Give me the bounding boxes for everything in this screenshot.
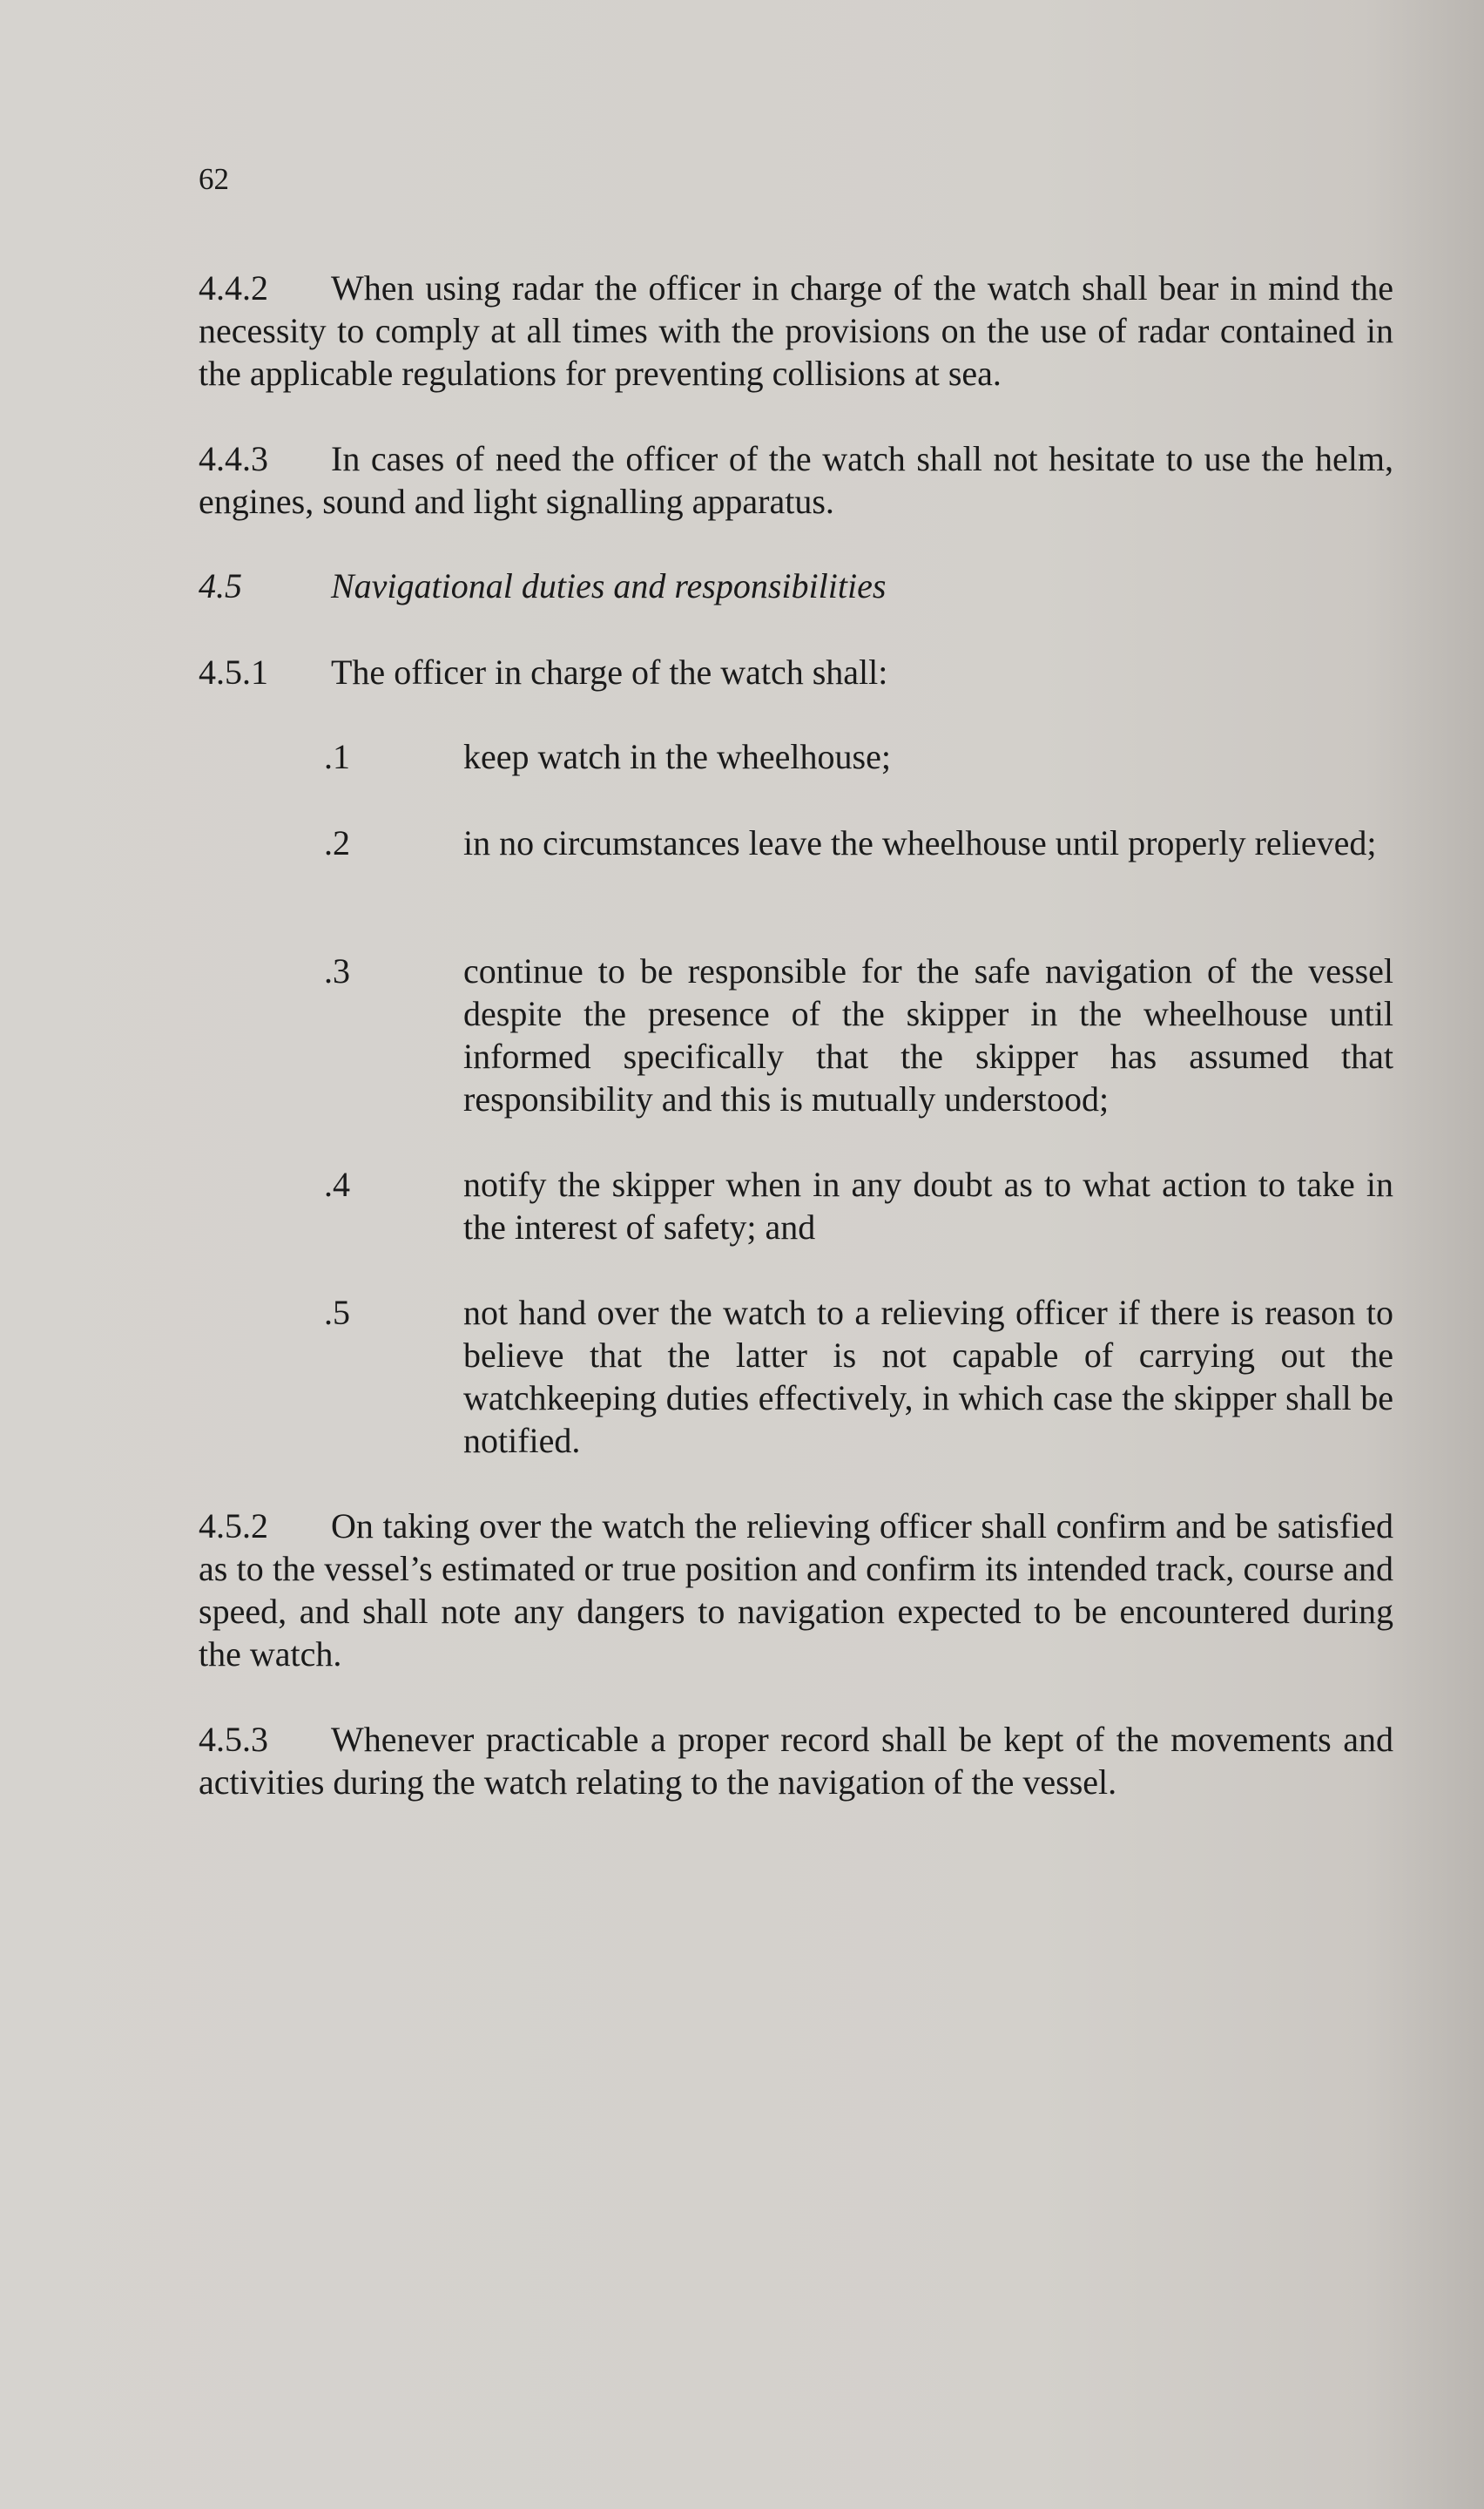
- list-item-text: keep watch in the wheelhouse;: [463, 737, 891, 776]
- list-item-number: .5: [324, 1293, 350, 1332]
- section-title: Navigational duties and responsibilities: [331, 566, 887, 605]
- paragraph-4-4-2: [199, 267, 1393, 395]
- paragraph-text: When using radar the officer in charge of the watch shall bear in mind the necessity to comply at all times with the provisions on the use of radar contained in the applicable regulations for preventing collisions at sea.: [199, 268, 1393, 393]
- page-number: 62: [199, 162, 229, 196]
- list-item-text: in no circumstances leave the wheelhouse until properly relieved;: [463, 823, 1377, 862]
- paragraph-number: 4.4.2: [199, 268, 268, 308]
- paragraph-text: In cases of need the officer of the watch shall not hesitate to use the helm, engines, sound and light signalling apparatus.: [199, 439, 1393, 521]
- list-item: [324, 735, 1393, 778]
- paragraph-number: 4.4.3: [199, 439, 268, 478]
- paragraph-number: 4.5.1: [199, 653, 268, 692]
- list-item: [324, 1163, 1393, 1248]
- list-item-number: .2: [324, 823, 350, 862]
- paragraph-4-4-3: [199, 437, 1393, 523]
- list-item-text: notify the skipper when in any doubt as to what action to take in the interest of safety; and: [463, 1165, 1393, 1247]
- list-item: [324, 1291, 1393, 1462]
- list-item-text: not hand over the watch to a relieving officer if there is reason to believe that the latter is not capable of carrying out the watchkeeping duties effectively, in which case the skipper shall be notified.: [463, 1293, 1393, 1460]
- list-item-number: .1: [324, 737, 350, 776]
- section-number: 4.5: [199, 566, 242, 605]
- paragraph-text: Whenever practicable a proper record shall be kept of the movements and activities during the watch relating to the navigation of the vessel.: [199, 1720, 1393, 1802]
- list-item-number: .4: [324, 1165, 350, 1204]
- paragraph-number: 4.5.2: [199, 1506, 268, 1545]
- paragraph-4-5-1: [199, 651, 1393, 693]
- list-item-number: .3: [324, 951, 350, 991]
- list-item: [324, 822, 1393, 864]
- list-item-text: continue to be responsible for the safe navigation of the vessel despite the presence of the skipper in the wheelhouse until informed specifically that the skipper has assumed that responsibility and this is mutually understood;: [463, 951, 1393, 1119]
- paragraph-number: 4.5.3: [199, 1720, 268, 1759]
- list-item: [324, 950, 1393, 1120]
- section-heading-4-5: [199, 565, 1393, 607]
- paragraph-text: On taking over the watch the relieving officer shall confirm and be satisfied as to the vessel’s estimated or true position and confirm its intended track, course and speed, and shall note any dangers to navigation expected to be encountered during the watch.: [199, 1506, 1393, 1674]
- paragraph-4-5-3: [199, 1718, 1393, 1803]
- paragraph-4-5-2: [199, 1505, 1393, 1675]
- paragraph-text: The officer in charge of the watch shall:: [331, 653, 888, 692]
